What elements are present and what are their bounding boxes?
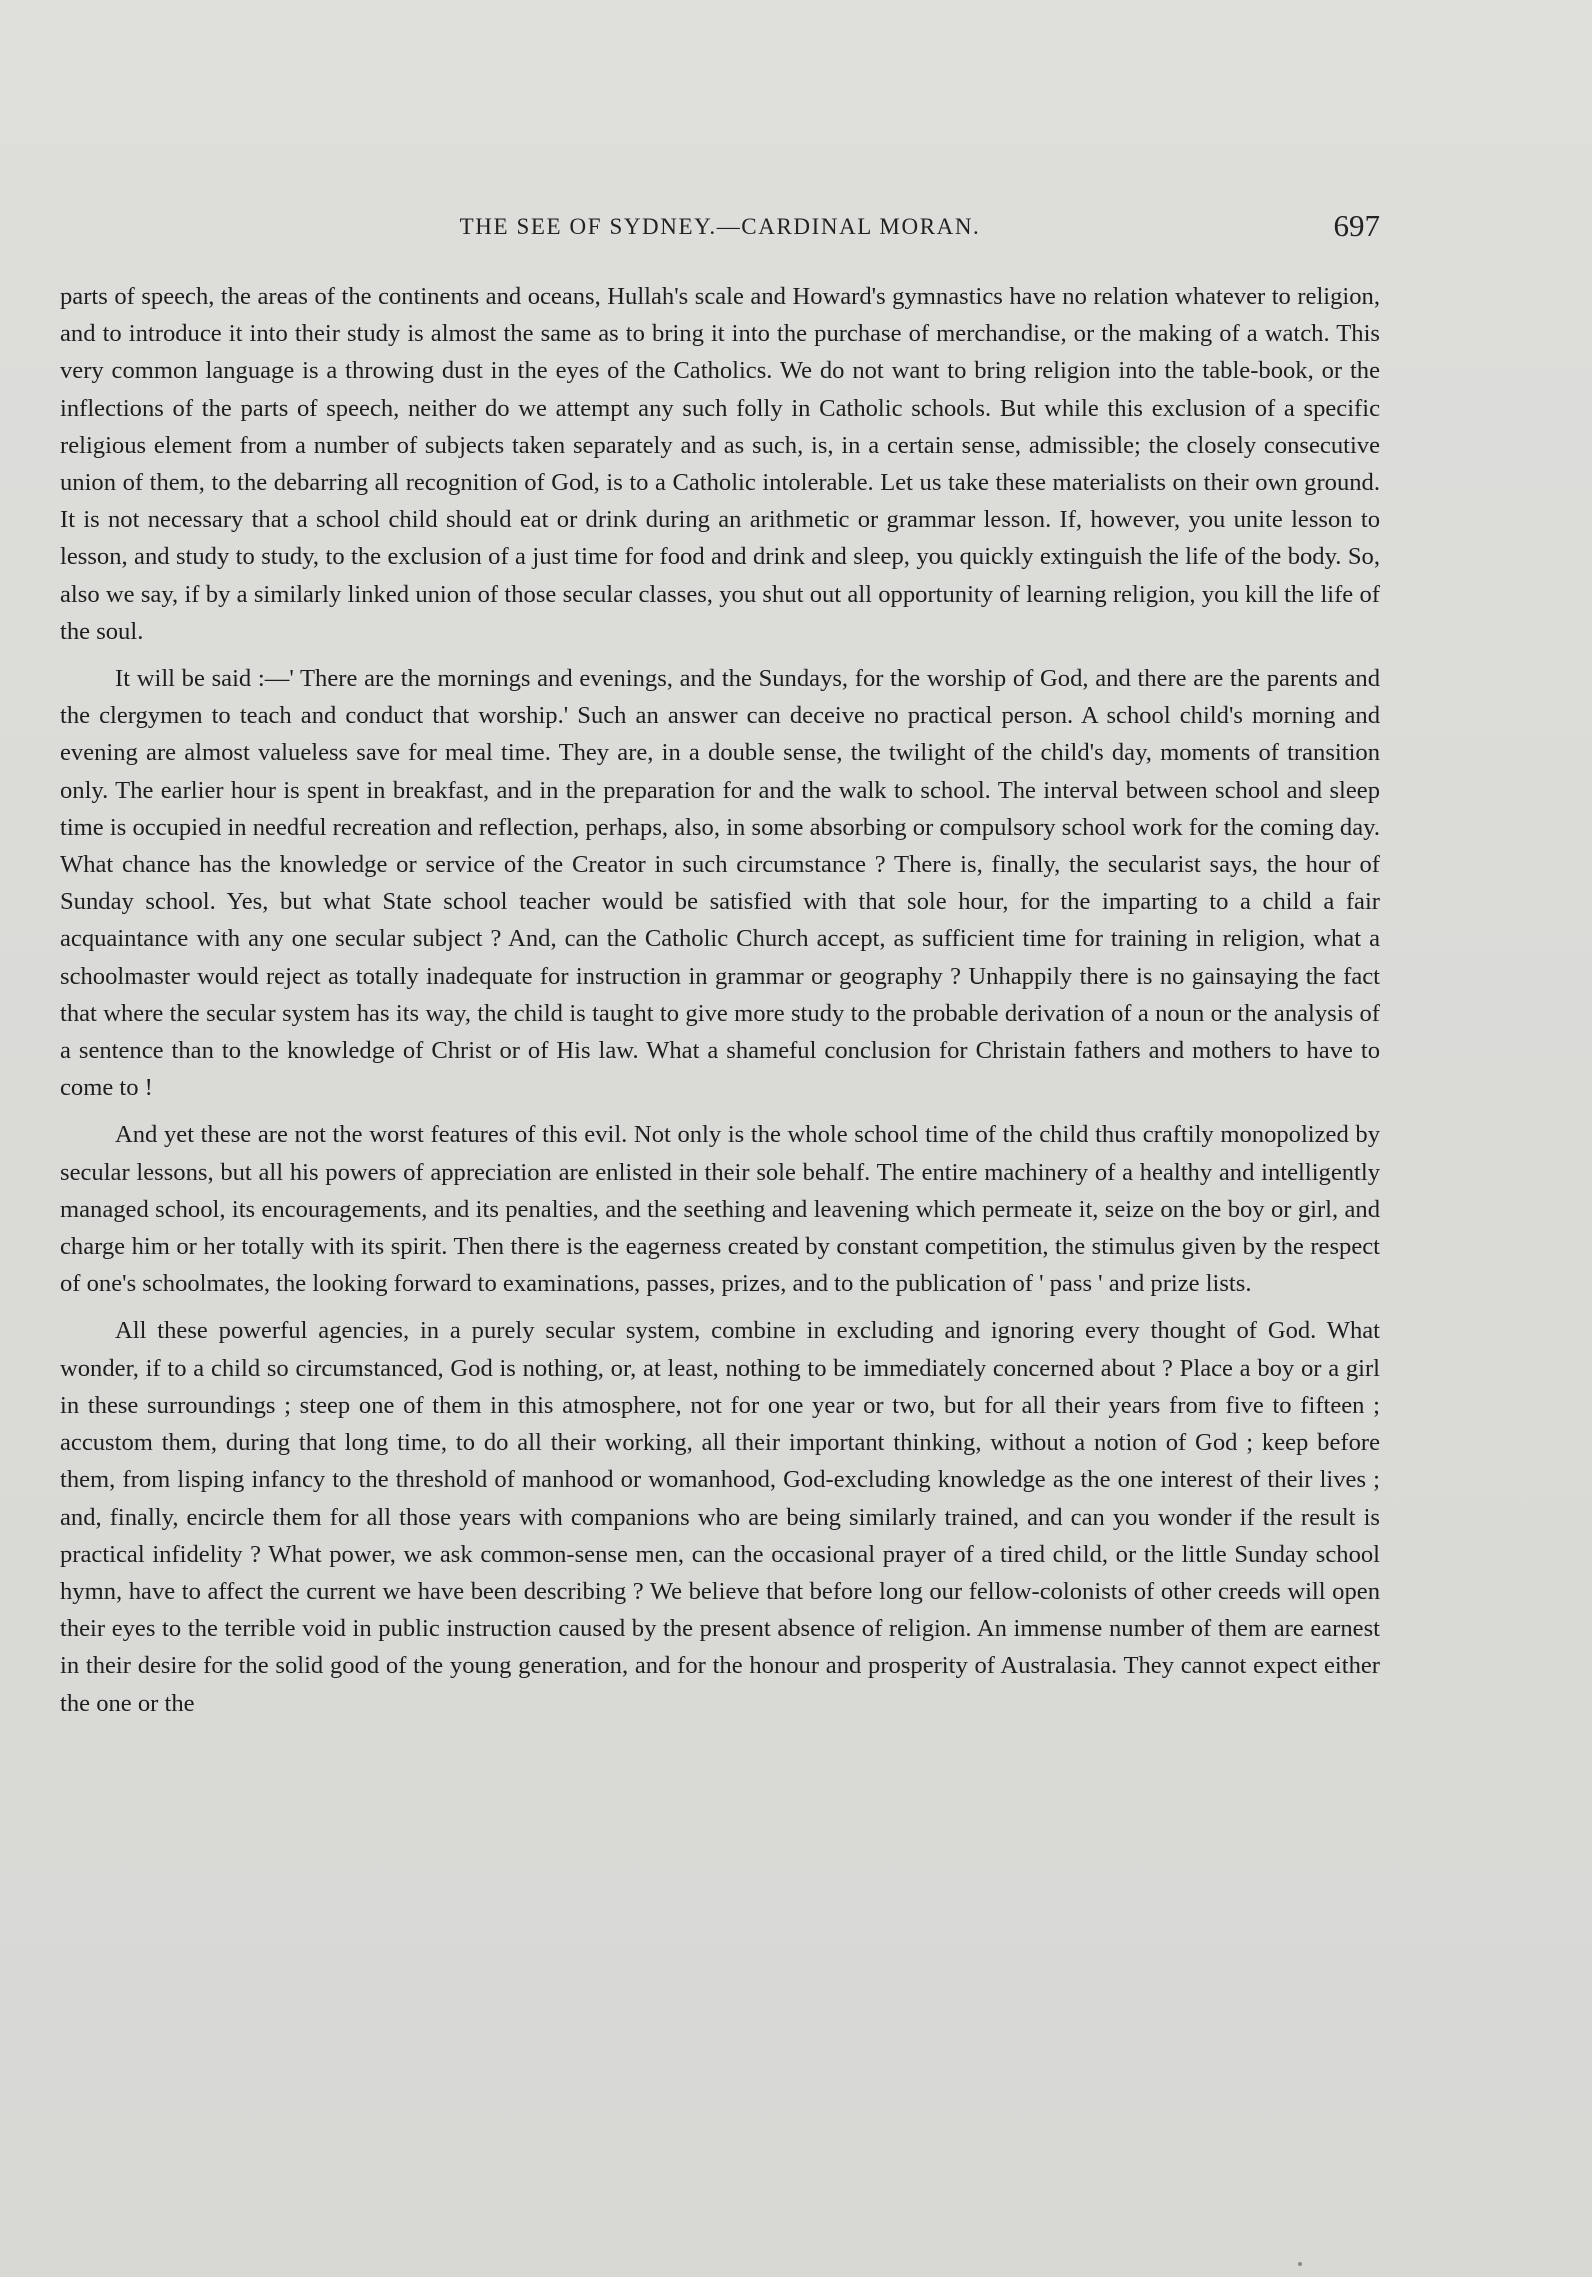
paragraph-4: All these powerful agencies, in a purely secular system, combine in excluding and ignoring every thought of God. What wonder, if to a child so circumstanced, God is nothing, or, at least, nothing to be immediately concerned about ? Place a boy or a girl in these surroundings ; steep one of them in this atmosphere, not for one year or two, but for all their years from five to fifteen ; accustom them, during that long time, to do all their working, all their important thinking, without a notion of God ; keep before them, from lisping infancy to the threshold of manhood or womanhood, God-excluding knowledge as the one interest of their lives ; and, finally, encircle them for all those years with companions who are being similarly trained, and can you wonder if the result is practical infidelity ? What power, we ask common-sense men, can the occasional prayer of a tired child, or the little Sunday school hymn, have to affect the current we have been describing ? We believe that before long our fellow-colonists of other creeds will open their eyes to the terrible void in public instruction caused by the present absence of religion. An immense number of them are earnest in their desire for the solid good of the young generation, and for the honour and prosperity of Australasia. They cannot expect either the one or the — [60, 1317, 1380, 1717]
running-title: THE SEE OF SYDNEY.—CARDINAL MORAN. — [459, 214, 981, 239]
page-number: 697 — [1333, 208, 1380, 243]
paragraph-2: It will be said :—' There are the mornings and evenings, and the Sundays, for the worship of God, and there are the parents and the clergymen to teach and conduct that worship.' Such an answer can deceive no practical person. A school child's morning and evening are almost valueless save for meal time. They are, in a double sense, the twilight of the child's day, moments of transition only. The earlier hour is spent in breakfast, and in the preparation for and the walk to school. The interval between school and sleep time is occupied in needful recreation and reflection, perhaps, also, in some absorbing or compulsory school work for the coming day. What chance has the knowledge or service of the Creator in such circumstance ? There is, finally, the secularist says, the hour of Sunday school. Yes, but what State school teacher would be satisfied with that sole hour, for the imparting to a child a fair acquaintance with any one secular subject ? And, can the Catholic Church accept, as sufficient time for training in religion, what a schoolmaster would reject as totally inadequate for instruction in grammar or geography ? Unhappily there is no gainsaying the fact that where the secular system has its way, the child is taught to give more study to the probable derivation of a noun or the analysis of a sentence than to the knowledge of Christ or of His law. What a shameful conclusion for Christain fathers and mothers to have to come to ! — [60, 665, 1380, 1102]
running-head — [60, 208, 1380, 248]
body-text — [60, 278, 1380, 1732]
paragraph-1: parts of speech, the areas of the continents and oceans, Hullah's scale and Howard's gymnastics have no relation whatever to religion, and to introduce it into their study is almost the same as to bring it into the purchase of merchandise, or the making of a watch. This very common language is a throwing dust in the eyes of the Catholics. We do not want to bring religion into the table-book, or the inflections of the parts of speech, neither do we attempt any such folly in Catholic schools. But while this exclusion of a specific religious element from a number of subjects taken separately and as such, is, in a certain sense, admissible; the closely consecutive union of them, to the debarring all recognition of God, is to a Catholic intolerable. Let us take these materialists on their own ground. It is not necessary that a school child should eat or drink during an arithmetic or grammar lesson. If, however, you unite lesson to lesson, and study to study, to the exclusion of a just time for food and drink and sleep, you quickly extinguish the life of the body. So, also we say, if by a similarly linked union of those secular classes, you shut out all opportunity of learning religion, you kill the life of the soul. — [60, 283, 1380, 645]
paper-speck — [1298, 2262, 1302, 2266]
paragraph-3: And yet these are not the worst features of this evil. Not only is the whole school time of the child thus craftily monopolized by secular lessons, but all his powers of appreciation are enlisted in their sole behalf. The entire machinery of a healthy and intelligently managed school, its encouragements, and its penalties, and the seething and leavening which permeate it, seize on the boy or girl, and charge him or her totally with its spirit. Then there is the eagerness created by constant competition, the stimulus given by the respect of one's schoolmates, the looking forward to examinations, passes, prizes, and to the publication of ' pass ' and prize lists. — [60, 1121, 1380, 1298]
